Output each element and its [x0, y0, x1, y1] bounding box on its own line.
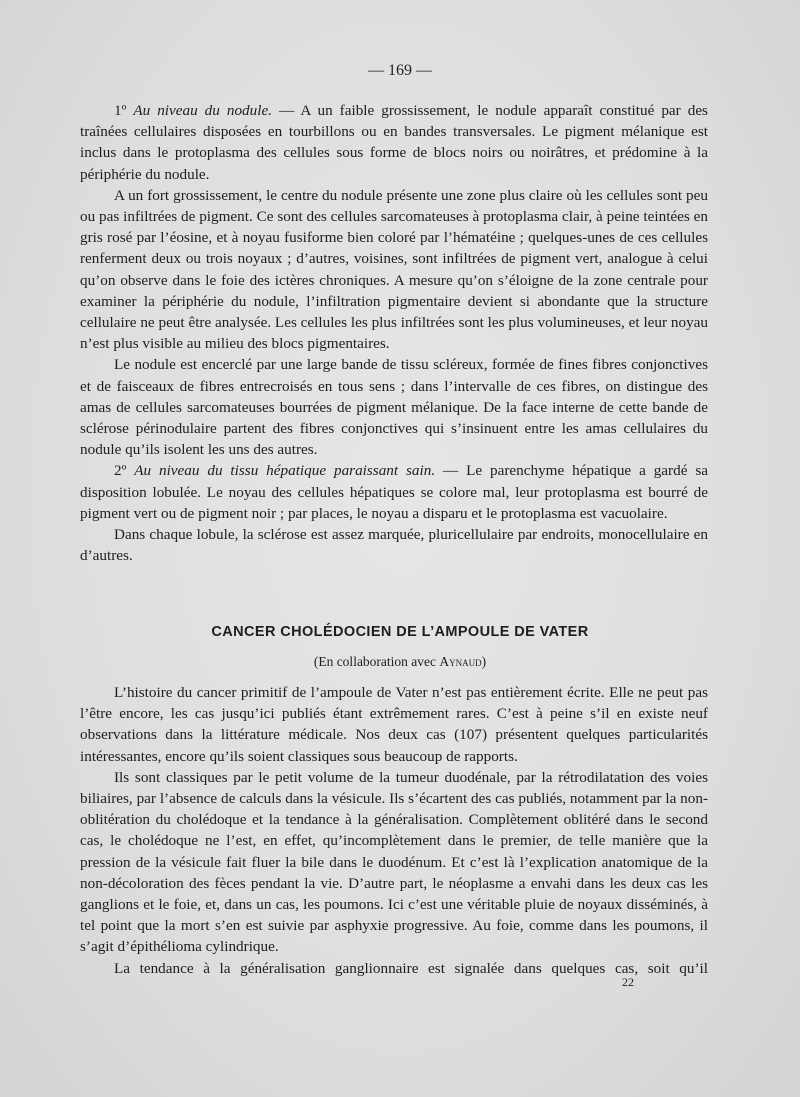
- paragraph-classic-features: Ils sont classiques par le petit volume de la tumeur duodénale, par la rétrodilatation des voies biliaires, par l’absence de calculs dans la vésicule. Ils s’écartent des cas publiés, notamment par la non-oblitération du cholédoque et la tendance à la généralisation. Complètement oblitéré dans le second cas, le cholédoque ne l’est, en effet, qu’incomplètement dans le premier, de telle manière que la pression de la vésicule fait fluer la bile dans le duodénum. Et c’est là l’explication anatomique de la non-décoloration des fèces pendant la vie. D’autre part, le néoplasme a envahi dans les deux cas les ganglions et le foie, et, dans un cas, les poumons. Ici c’est une véritable pluie de noyaux disséminés, à tel point que la mort s’en est suivie par asphyxie progressive. Au foie, comme dans les poumons, il s’agit d’épithélioma cylindrique.: [80, 768, 708, 956]
- paragraph-generalization: La tendance à la généralisation ganglionnaire est signalée dans quelques cas, soit qu’il: [114, 959, 708, 977]
- collaborator-name: Aynaud: [439, 654, 482, 669]
- paragraph-number: 2º: [114, 462, 135, 480]
- subheading-prefix: (En collaboration avec: [313, 654, 440, 669]
- subheading-suffix: ): [481, 654, 487, 669]
- paragraph-heading: Au niveau du nodule.: [133, 102, 272, 119]
- paragraph-high-magnification: A un fort grossissement, le centre du nodule présente une zone plus claire où les cellules sont peu ou pas infiltrées de pigment. Ce sont des cellules sarcomateuses à protoplasma clair, à peine teintées en gris rosé par l’éosine, et à noyau fusiforme bien coloré par l’hématéine ; quelques-unes de ces cellules renferment deux ou trois noyaux ; d’autres, voisines, sont infiltrées de pigment vert, analogue à celui qu’on observe dans le foie des ictères chroniques. A mesure qu’on s’éloigne de la zone centrale pour examiner la périphérie du nodule, l’infiltration pigmentaire devient si abondante que la structure cellulaire ne peut être analysée. Les cellules les plus infiltrées sont les plus volumineuses, et leur noyau n’est plus visible au milieu des blocs pigmentaires.: [80, 186, 708, 353]
- paragraph-text: — Le parenchyme hépatique a gardé sa disposition lobulée. Le noyau des cellules hépatiques se colore mal, leur protoplasma est bourré de pigment vert ou de pigment noir ; par places, le noyau a disparu et le protoplasma est vacuolaire.: [80, 462, 708, 522]
- page-number: — 169 —: [368, 62, 432, 79]
- paragraph-healthy-tissue: [80, 460, 708, 524]
- section-heading: CANCER CHOLÉDOCIEN DE L’AMPOULE DE VATER: [211, 624, 589, 640]
- paragraph-nodule-level: [80, 100, 708, 185]
- section-nodule-description: [80, 100, 708, 566]
- paragraph-text: — A un faible grossissement, le nodule apparaît constitué par des traînées cellulaires disposées en tourbillons ou en bandes transversales. Le pigment mélanique est inclus dans le protoplasma des cellules sous forme de blocs noirs ou noirâtres, et prédomine à la périphérie du nodule.: [80, 102, 708, 183]
- paragraph-heading: Au niveau du tissu hépatique paraissant sain.: [134, 462, 436, 480]
- paragraph-sclerotic-band: Le nodule est encerclé par une large bande de tissu scléreux, formée de fines fibres conjonctives et de faisceaux de fibres entrecroisés en tous sens ; dans l’intervalle de ces fibres, on distingue des amas de cellules sarcomateuses bourrées de pigment mélanique. De la face interne de cette bande de sclérose périnodulaire partent des fibres conjonctives qui s’insinuent entre les amas cellulaires du nodule qu’ils isolent les uns des autres.: [80, 356, 708, 459]
- section-subheading: [0, 654, 800, 670]
- paragraph-history: L’histoire du cancer primitif de l’ampoule de Vater n’est pas entièrement écrite. Elle ne peut pas l’être encore, les cas jusqu’ici publiés étant extrêmement rares. C’est à peine s’il en existe neuf observations dans la littérature médicale. Nos deux cas (107) présentent quelques particularités intéressantes, encore qu’ils soient classiques sous beaucoup de rapports.: [80, 684, 708, 765]
- paragraph-lobule-sclerosis: Dans chaque lobule, la sclérose est assez marquée, pluricellulaire par endroits, monocellulaire en d’autres.: [80, 526, 708, 565]
- signature-mark: 22: [622, 975, 634, 989]
- section-vater-cancer: [80, 682, 708, 979]
- paragraph-number: 1º: [114, 102, 134, 119]
